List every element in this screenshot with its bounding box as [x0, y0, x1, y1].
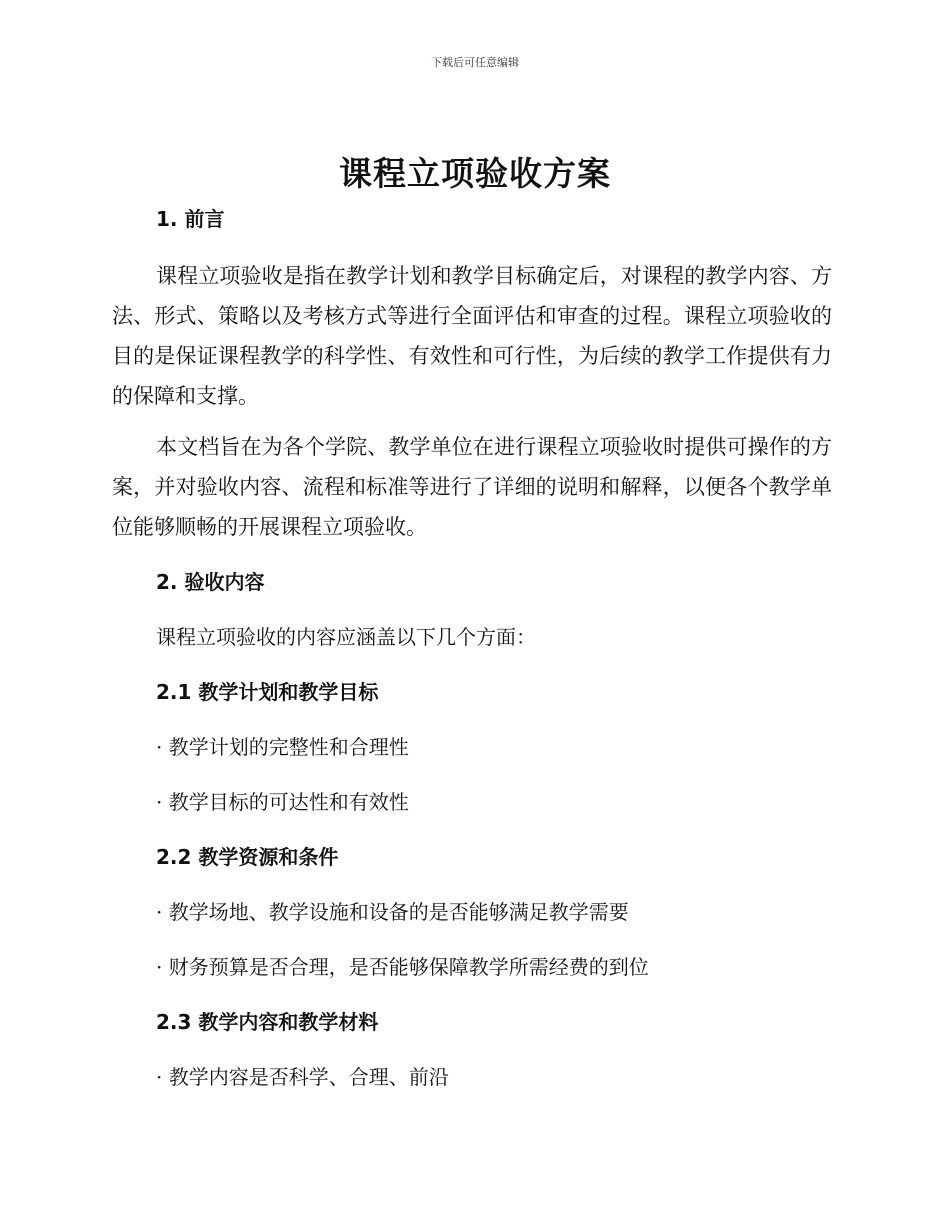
subsection-heading-2-3: 2.3 教学内容和教学材料 — [156, 1010, 379, 1034]
section-heading-1: 1. 前言 — [156, 207, 225, 231]
list-item: · 教学目标的可达性和有效性 — [156, 790, 409, 814]
list-item: · 教学内容是否科学、合理、前沿 — [156, 1065, 449, 1089]
list-item: · 教学场地、教学设施和设备的是否能够满足教学需要 — [156, 900, 629, 924]
subsection-heading-2-2: 2.2 教学资源和条件 — [156, 845, 339, 869]
paragraph-intro-2: 本文档旨在为各个学院、教学单位在进行课程立项验收时提供可操作的方案，并对验收内容、流程和标准等进行了详细的说明和解释，以便各个教学单位能够顺畅的开展课程立项验收。 — [112, 435, 832, 539]
document-body — [112, 200, 832, 1092]
subsection-heading-2-1: 2.1 教学计划和教学目标 — [156, 680, 379, 704]
header-note: 下载后可任意编辑 — [431, 56, 519, 69]
section-2-intro: 课程立项验收的内容应涵盖以下几个方面： — [156, 625, 536, 649]
paragraph-intro-1: 课程立项验收是指在教学计划和教学目标确定后，对课程的教学内容、方法、形式、策略以及考核方式等进行全面评估和审查的过程。课程立项验收的目的是保证课程教学的科学性、有效性和可行性，为后续的教学工作提供有力的保障和支撑。 — [112, 264, 832, 408]
list-item: · 教学计划的完整性和合理性 — [156, 735, 409, 759]
document-title: 课程立项验收方案 — [339, 154, 611, 193]
section-heading-2: 2. 验收内容 — [156, 570, 265, 594]
list-item: · 财务预算是否合理，是否能够保障教学所需经费的到位 — [156, 955, 649, 979]
